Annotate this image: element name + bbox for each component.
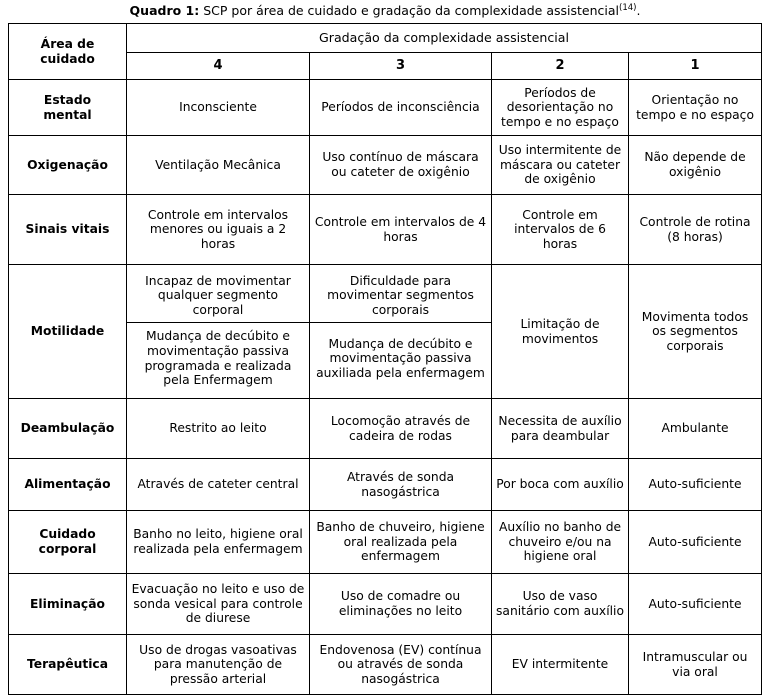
cell-motilidade-2: Limitação de movimentos	[492, 265, 629, 399]
cell-cuidado-corporal-3: Banho de chuveiro, higiene oral realizada pela enfermagem	[310, 511, 492, 574]
row-header-terapeutica: Terapêutica	[9, 635, 127, 695]
cell-motilidade-4	[127, 265, 310, 399]
caption-terminator: .	[636, 3, 641, 18]
caption-text: SCP por área de cuidado e gradação da complexidade assistencial	[199, 3, 619, 18]
cell-eliminacao-4: Evacuação no leito e uso de sonda vesical para controle de diurese	[127, 574, 310, 635]
header-level-1: 1	[629, 53, 762, 80]
table-container	[0, 23, 770, 695]
table-row-motilidade	[9, 265, 762, 399]
cell-deambulacao-4: Restrito ao leito	[127, 399, 310, 459]
cell-motilidade-3	[310, 265, 492, 399]
scp-table	[8, 23, 762, 695]
table-row-deambulacao	[9, 399, 762, 459]
cell-estado-mental-2: Períodos de desorientação no tempo e no espaço	[492, 80, 629, 136]
cell-sinais-vitais-2: Controle em intervalos de 6 horas	[492, 195, 629, 265]
row-header-line2: corporal	[38, 542, 97, 556]
header-area-line1: Área de	[40, 36, 95, 51]
row-header-line1: Cuidado	[39, 527, 96, 542]
cell-estado-mental-1: Orientação no tempo e no espaço	[629, 80, 762, 136]
header-level-2: 2	[492, 53, 629, 80]
cell-motilidade-3-bottom: Mudança de decúbito e movimentação passiva auxiliada pela enfermagem	[316, 336, 485, 380]
table-header	[9, 24, 762, 80]
header-gradacao-complexidade: Gradação da complexidade assistencial	[127, 24, 762, 53]
cell-cuidado-corporal-1: Auto-suficiente	[629, 511, 762, 574]
cell-oxigenacao-2: Uso intermitente de máscara ou cateter de oxigênio	[492, 136, 629, 195]
cell-estado-mental-4: Inconsciente	[127, 80, 310, 136]
table-header-row-group	[9, 24, 762, 53]
table-body	[9, 80, 762, 695]
cell-deambulacao-2: Necessita de auxílio para deambular	[492, 399, 629, 459]
cell-alimentacao-1: Auto-suficiente	[629, 459, 762, 511]
cell-motilidade-4-top: Incapaz de movimentar qualquer segmento corporal	[127, 269, 309, 323]
table-caption	[0, 0, 770, 23]
cell-terapeutica-4: Uso de drogas vasoativas para manutenção de pressão arterial	[127, 635, 310, 695]
cell-estado-mental-3: Períodos de inconsciência	[310, 80, 492, 136]
cell-deambulacao-3: Locomoção através de cadeira de rodas	[310, 399, 492, 459]
row-header-estado-mental	[9, 80, 127, 136]
table-row-alimentacao	[9, 459, 762, 511]
cell-sinais-vitais-3: Controle em intervalos de 4 horas	[310, 195, 492, 265]
header-area-line2: cuidado	[40, 51, 95, 66]
cell-cuidado-corporal-2: Auxílio no banho de chuveiro e/ou na higiene oral	[492, 511, 629, 574]
cell-oxigenacao-3: Uso contínuo de máscara ou cateter de oxigênio	[310, 136, 492, 195]
cell-deambulacao-1: Ambulante	[629, 399, 762, 459]
cell-sinais-vitais-4: Controle em intervalos menores ou iguais a 2 horas	[127, 195, 310, 265]
row-header-motilidade: Motilidade	[9, 265, 127, 399]
row-header-line1: Estado	[43, 92, 92, 107]
row-header-alimentacao: Alimentação	[9, 459, 127, 511]
row-header-cuidado-corporal	[9, 511, 127, 574]
table-row-cuidado-corporal	[9, 511, 762, 574]
row-header-deambulacao: Deambulação	[9, 399, 127, 459]
cell-eliminacao-1: Auto-suficiente	[629, 574, 762, 635]
caption-superscript-reference: (14)	[619, 2, 637, 13]
cell-alimentacao-3: Através de sonda nasogástrica	[310, 459, 492, 511]
cell-motilidade-1: Movimenta todos os segmentos corporais	[629, 265, 762, 399]
row-header-oxigenacao: Oxigenação	[9, 136, 127, 195]
row-header-eliminacao: Eliminação	[9, 574, 127, 635]
header-level-3: 3	[310, 53, 492, 80]
cell-alimentacao-2: Por boca com auxílio	[492, 459, 629, 511]
table-row-estado-mental	[9, 80, 762, 136]
table-row-terapeutica	[9, 635, 762, 695]
header-area-de-cuidado	[9, 24, 127, 80]
cell-terapeutica-3: Endovenosa (EV) contínua ou através de sonda nasogástrica	[310, 635, 492, 695]
cell-eliminacao-2: Uso de vaso sanitário com auxílio	[492, 574, 629, 635]
caption-label: Quadro 1:	[129, 3, 200, 18]
cell-alimentacao-4: Através de cateter central	[127, 459, 310, 511]
cell-motilidade-4-bottom: Mudança de decúbito e movimentação passiva programada e realizada pela Enfermagem	[144, 329, 292, 388]
cell-eliminacao-3: Uso de comadre ou eliminações no leito	[310, 574, 492, 635]
cell-cuidado-corporal-4: Banho no leito, higiene oral realizada pela enfermagem	[127, 511, 310, 574]
cell-terapeutica-2: EV intermitente	[492, 635, 629, 695]
table-row-eliminacao	[9, 574, 762, 635]
cell-oxigenacao-1: Não depende de oxigênio	[629, 136, 762, 195]
table-row-oxigenacao	[9, 136, 762, 195]
cell-oxigenacao-4: Ventilação Mecânica	[127, 136, 310, 195]
row-header-sinais-vitais: Sinais vitais	[9, 195, 127, 265]
header-level-4: 4	[127, 53, 310, 80]
cell-terapeutica-1: Intramuscular ou via oral	[629, 635, 762, 695]
row-header-line2: mental	[43, 107, 92, 122]
table-row-sinais-vitais	[9, 195, 762, 265]
cell-sinais-vitais-1: Controle de rotina (8 horas)	[629, 195, 762, 265]
cell-motilidade-3-top: Dificuldade para movimentar segmentos corporais	[310, 269, 491, 323]
